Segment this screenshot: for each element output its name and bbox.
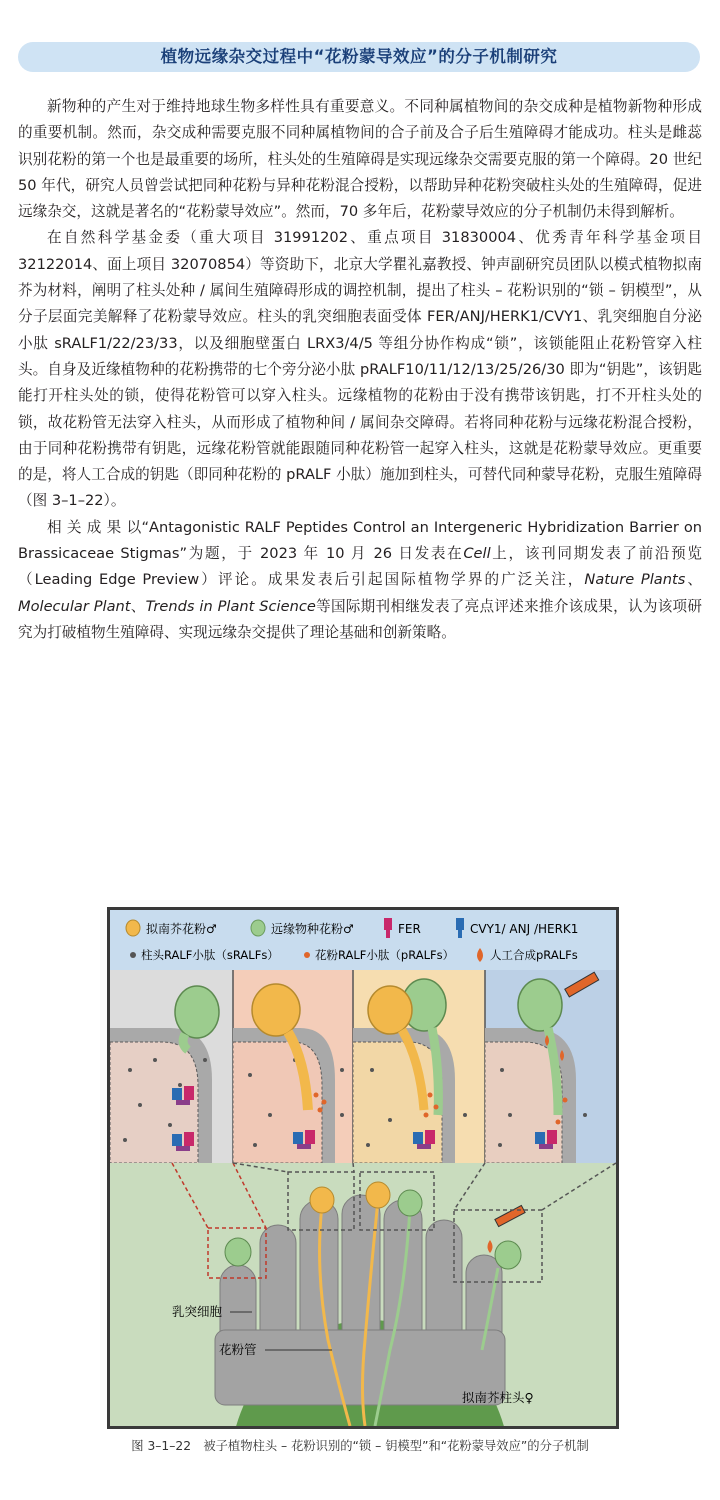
separator: 、: [685, 571, 702, 589]
arabidopsis-pollen-icon: [126, 920, 140, 936]
journal-cell: Cell: [463, 545, 491, 563]
legend-sralfs: 柱头RALF小肽（sRALFs）: [141, 948, 279, 962]
journal-trends: Trends in Plant Science: [145, 597, 316, 615]
legend-distant-pollen: 远缘物种花粉♂: [271, 922, 354, 936]
separator: 、: [130, 597, 146, 615]
label-papilla: 乳突细胞: [172, 1304, 223, 1319]
journal-molecular-plant: Molecular Plant: [18, 597, 131, 615]
panel-2-stigma: [233, 1028, 344, 1163]
journal-nature-plants: Nature Plants: [584, 571, 686, 589]
figure-caption: 图 3–1–22 被子植物柱头 – 花粉识别的“锁 – 钥模型”和“花粉蒙导效应”的分子机制: [131, 1439, 589, 1453]
sralf-dot-icon: [130, 952, 136, 958]
distant-pollen-icon: [251, 920, 265, 936]
title-bar: [18, 42, 700, 72]
para3-part-a: 相 关 成 果 以“Antagonistic RALF Peptides Control an Intergeneric Hybridization Barrier on Brassicaceae Stigmas”为题，于 2023 年 10 月 26 日发表在: [18, 518, 702, 563]
legend-pralfs: 花粉RALF小肽（pRALFs）: [315, 948, 455, 962]
figure-lock-key-model: [107, 907, 619, 1429]
paragraph-2: 在自然科学基金委（重大项目 31991202、重点项目 31830004、优秀青年科学基金项目 32122014、面上项目 32070854）等资助下，北京大学瞿礼嘉教授、钟声副研究员团队以模式植物拟南芥为材料，阐明了柱头处种 / 属间生殖障碍形成的调控机制，提出了柱头 – 花粉识别的“锁 – 钥模型”，从分子层面完美解释了花粉蒙导效应。柱头的乳突细胞表面受体 FER/ANJ/HERK1/CVY1、乳突细胞自分泌小肽 sRALF1/22/23/33，以及细胞壁蛋白 LRX3/4/5 等组分协作构成“锁”，该锁能阻止花粉管穿入柱头。自身及近缘植物种的花粉携带的七个旁分泌小肽 pRALF10/11/12/13/25/26/30 即为“钥匙”，该钥匙能打开柱头处的锁，使得花粉管可以穿入柱头。远缘植物的花粉由于没有携带该钥匙，打不开柱头处的锁，故花粉管无法穿入柱头，从而形成了植物种间 / 属间杂交障碍。若将同种花粉与远缘花粉混合授粉，由于同种花粉携带有钥匙，远缘花粉管就能跟随同种花粉管一起穿入柱头，这就是花粉蒙导效应。更重要的是，将人工合成的钥匙（即同种花粉的 pRALF 小肽）施加到柱头，可替代同种蒙导花粉，克服生殖障碍（图 3–1–22）。: [18, 229, 702, 510]
legend-cvy1: CVY1/ ANJ /HERK1: [470, 922, 579, 936]
panel-1-stigma: [110, 1028, 212, 1163]
paragraph-3: [18, 515, 702, 646]
legend-arabidopsis-pollen: 拟南芥花粉♂: [146, 922, 217, 936]
para3-part-c: 等国际期刊相继发表了亮点评述来推介该成果，认为该项研究为打破植物生殖障碍、实现远缘杂交提供了理论基础和创新策略。: [18, 597, 702, 641]
legend-fer: FER: [398, 922, 421, 936]
page-title: 植物远缘杂交过程中“花粉蒙导效应”的分子机制研究: [160, 47, 558, 66]
article-body: [18, 94, 702, 646]
label-pollen-tube: 花粉管: [219, 1342, 257, 1357]
legend-synthetic: 人工合成pRALFs: [490, 948, 578, 962]
paragraph-1: 新物种的产生对于维持地球生物多样性具有重要意义。不同种属植物间的杂交成种是植物新物种形成的重要机制。然而，杂交成种需要克服不同种属植物间的合子前及合子后生殖障碍才能成功。柱头是雌蕊识别花粉的第一个也是最重要的场所，柱头处的生殖障碍是实现远缘杂交需要克服的第一个障碍。20 世纪 50 年代，研究人员曾尝试把同种花粉与异种花粉混合授粉，以帮助异种花粉突破柱头处的生殖障碍，促进远缘杂交，这就是著名的“花粉蒙导效应”。然而，70 多年后，花粉蒙导效应的分子机制仍未得到解析。: [18, 98, 702, 221]
para3-part-b: 上，该刊同期发表了前沿预览（Leading Edge Preview）评论。成果发表后引起国际植物学界的广泛关注，: [18, 545, 702, 589]
label-stigma: 拟南芥柱头♀: [462, 1390, 534, 1405]
pralf-dot-icon: [304, 952, 310, 958]
